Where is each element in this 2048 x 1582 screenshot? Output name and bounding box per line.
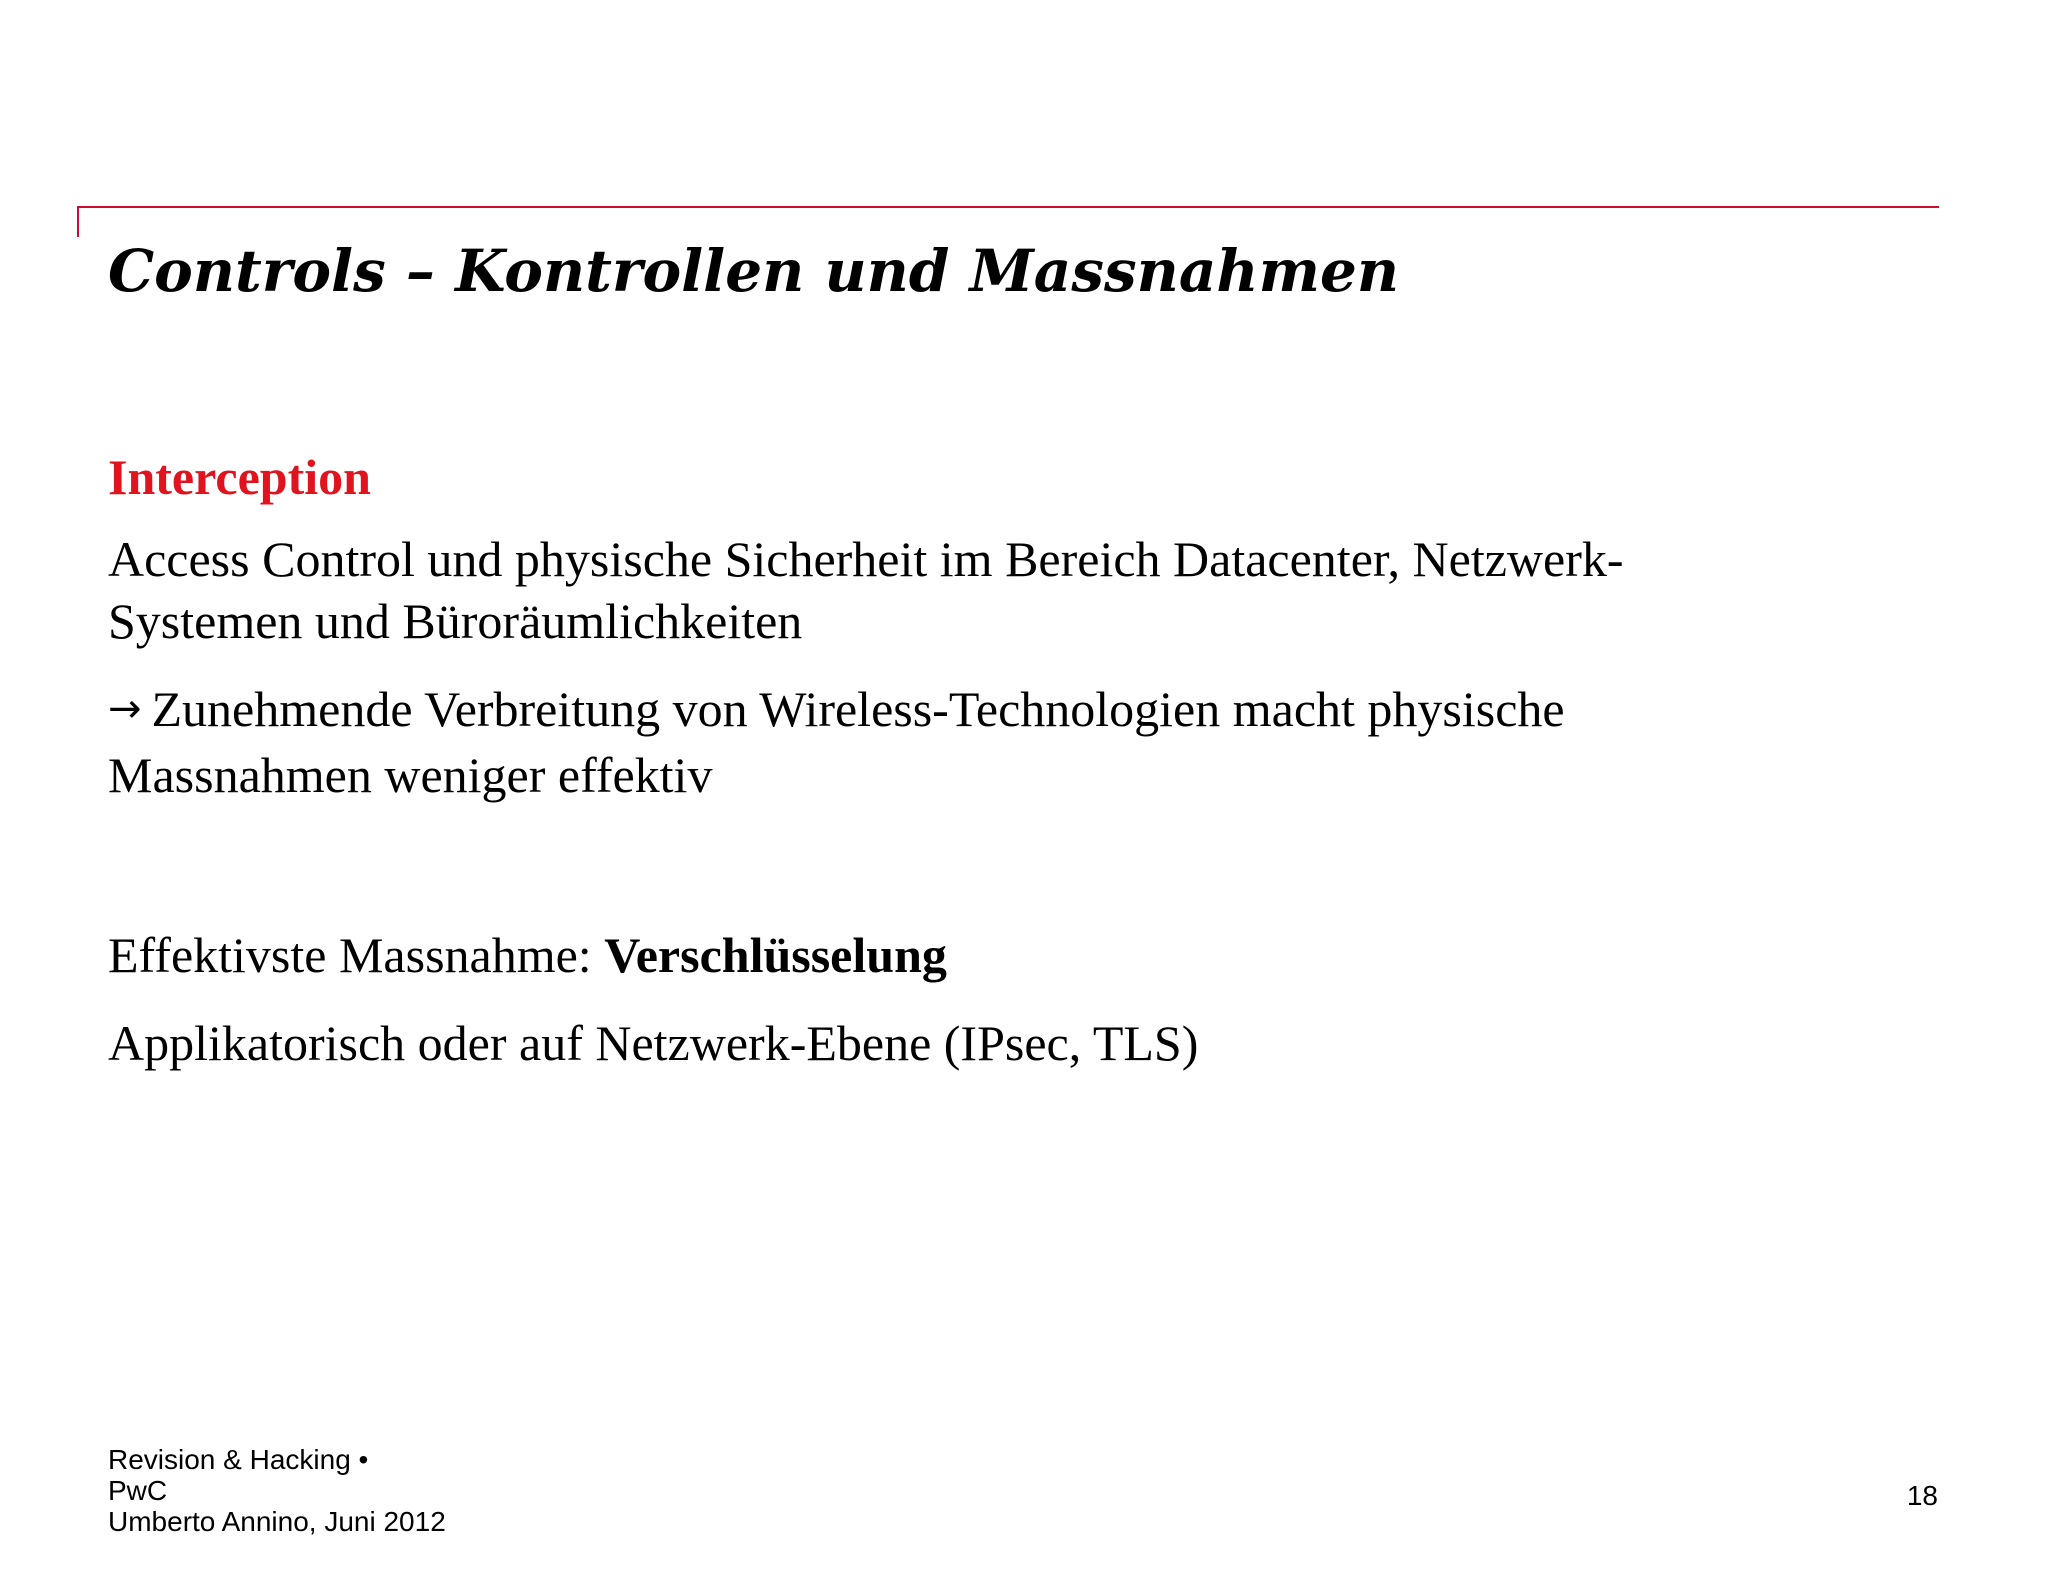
paragraph-wireless-line2: Massnahmen weniger effektiv [108,747,713,803]
slide-title: Controls – Kontrollen und Massnahmen [108,237,1400,305]
arrow-right-icon: → [108,686,142,732]
paragraph-wireless [108,678,1888,806]
effective-measure-label: Effektivste Massnahme: [108,927,605,983]
paragraph-access-control-line2: Systemen und Büroräumlichkeiten [108,593,803,649]
measure-detail: Applikatorisch oder auf Netzwerk-Ebene (IPsec, TLS) [108,1015,1199,1071]
paragraph-access-control-line1: Access Control und physische Sicherheit im Bereich Datacenter, Netzwerk- [108,531,1624,587]
effective-measure [108,924,1888,986]
title-frame-tick [77,206,79,237]
slide-content [108,446,1888,1074]
paragraph-wireless-line1: Zunehmende Verbreitung von Wireless-Technologien macht physische [151,681,1565,737]
footer-line1: Revision & Hacking • [108,1444,369,1475]
page-number: 18 [1906,1480,1938,1511]
title-frame-line [77,206,1939,208]
footer-line3: Umberto Annino, Juni 2012 [108,1506,446,1537]
section-heading: Interception [108,449,371,505]
paragraph-access-control [108,528,1888,652]
footer-line2: PwC [108,1475,168,1506]
footer [108,1444,446,1537]
effective-measure-value: Verschlüsselung [604,927,947,983]
